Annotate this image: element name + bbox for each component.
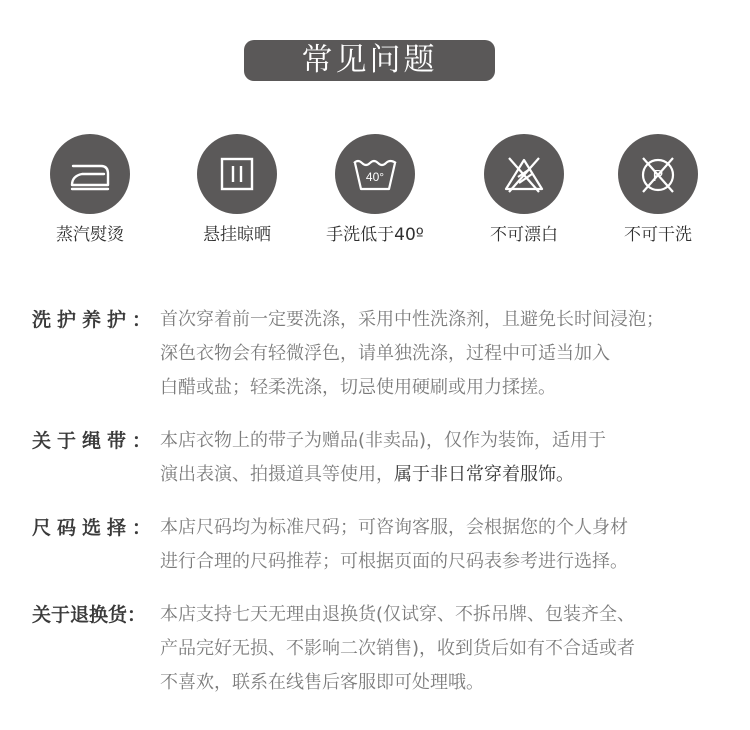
care-icons-row (0, 134, 750, 254)
faq-body-straps (160, 424, 732, 492)
faq-text-line-with-highlight (160, 458, 732, 492)
faq-text-segment: 演出表演、拍摄道具等使用， (160, 464, 394, 485)
care-label-iron: 蒸汽熨烫 (56, 225, 124, 245)
care-item-no-bleach (454, 134, 594, 244)
faq-label-size: 尺码选择： (32, 517, 158, 539)
care-item-iron (20, 134, 160, 244)
care-label-hang-dry: 悬挂晾晒 (203, 225, 271, 245)
faq-sections (32, 303, 732, 719)
faq-text-line: 进行合理的尺码推荐；可根据页面的尺码表参考进行选择。 (160, 551, 628, 572)
faq-text-line: 产品完好无损、不影响二次销售)，收到货后如有不合适或者 (160, 638, 636, 659)
no-dry-clean-icon (618, 134, 698, 214)
hang-dry-icon (197, 134, 277, 214)
faq-body-care (160, 303, 732, 405)
care-label-no-bleach: 不可漂白 (490, 225, 558, 245)
no-bleach-icon (484, 134, 564, 214)
faq-row-returns (32, 598, 732, 700)
faq-text-line: 首次穿着前一定要洗涤，采用中性洗涤剂，且避免长时间浸泡； (160, 309, 664, 330)
iron-icon (50, 134, 130, 214)
faq-row-care (32, 303, 732, 405)
care-label-no-dry-clean: 不可干洗 (624, 225, 692, 245)
faq-body-returns (160, 598, 732, 700)
care-item-hang-dry (167, 134, 307, 244)
wash-temp-text: 40° (365, 170, 385, 184)
faq-label-care: 洗护养护： (32, 309, 158, 331)
faq-row-straps (32, 424, 732, 492)
care-item-no-dry-clean (588, 134, 728, 244)
faq-row-size (32, 511, 732, 579)
faq-text-line: 本店支持七天无理由退换货(仅试穿、不拆吊牌、包装齐全、 (160, 604, 636, 625)
hand-wash-40-icon (335, 134, 415, 214)
care-label-hand-wash: 手洗低于40º (326, 225, 424, 245)
faq-text-line: 白醋或盐；轻柔洗涤，切忌使用硬刷或用力揉搓。 (160, 377, 556, 398)
care-item-hand-wash (305, 134, 445, 244)
faq-label-straps: 关于绳带： (32, 430, 158, 452)
faq-label-returns: 关于退换货： (32, 604, 147, 626)
faq-text-line: 本店衣物上的带子为赠品(非卖品)，仅作为装饰，适用于 (160, 430, 607, 451)
faq-body-size (160, 511, 732, 579)
faq-text-line: 不喜欢，联系在线售后客服即可处理哦。 (160, 672, 484, 693)
dry-clean-letter: P (652, 168, 664, 185)
faq-highlight-text: 属于非日常穿着服饰。 (394, 464, 574, 485)
faq-text-line: 本店尺码均为标准尺码；可咨询客服，会根据您的个人身材 (160, 517, 628, 538)
title-banner (244, 40, 495, 81)
page-title: 常见问题 (301, 42, 438, 78)
faq-text-line: 深色衣物会有轻微浮色，请单独洗涤，过程中可适当加入 (160, 343, 610, 364)
